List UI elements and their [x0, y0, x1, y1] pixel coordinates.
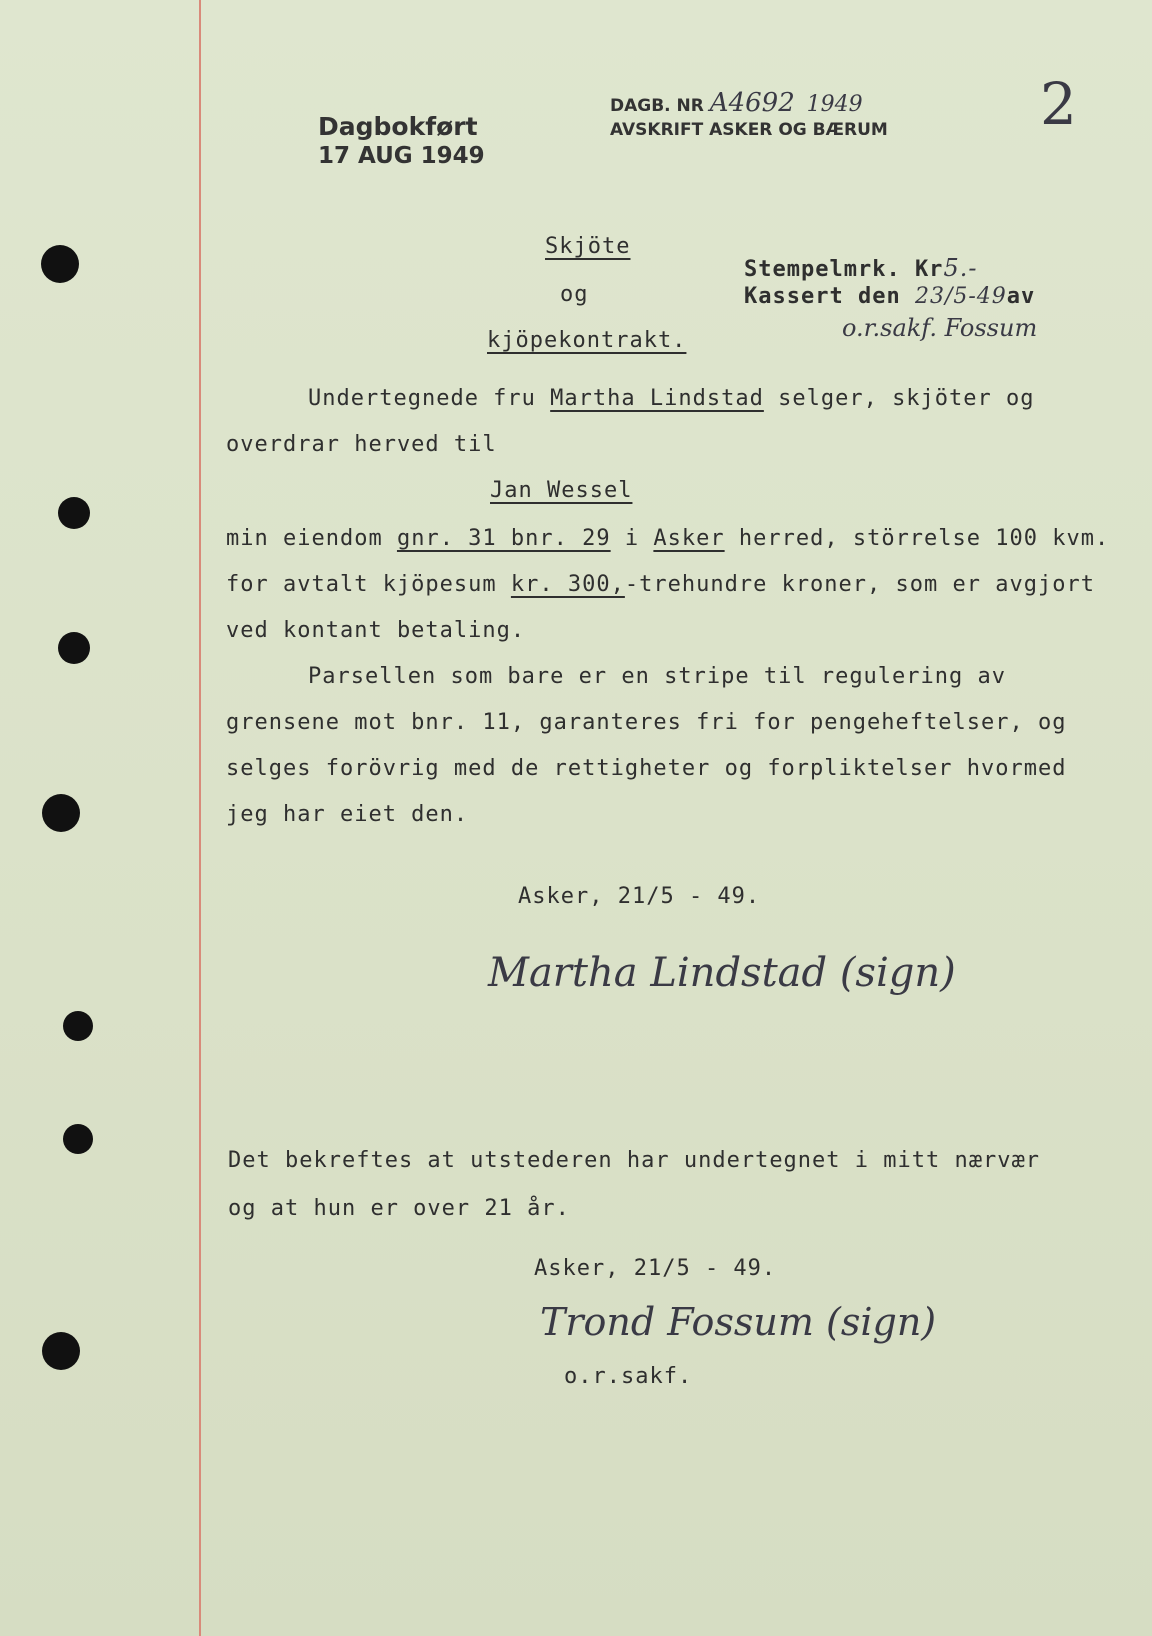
- dagb-nr-stamp: [610, 88, 888, 140]
- seller-name: Martha Lindstad: [550, 386, 764, 411]
- buyer-name: Jan Wessel: [490, 478, 633, 503]
- kassert-date: 23/5-49: [914, 284, 1007, 309]
- avskrift-line: AVSKRIFT ASKER OG BÆRUM: [610, 120, 888, 140]
- purchase-price: kr. 300,: [510, 572, 625, 597]
- dagbokfort-date: 17 AUG 1949: [318, 143, 485, 169]
- document-title: Skjöte: [545, 234, 631, 259]
- confirmation-line: og at hun er over 21 år.: [228, 1196, 570, 1221]
- body-line: overdrar herved til: [226, 432, 497, 457]
- body-line: Undertegnede fru Martha Lindstad selger, skjöter og: [308, 386, 1035, 411]
- punch-hole-icon: [42, 1332, 80, 1370]
- signature-witness: Trond Fossum (sign): [540, 1300, 937, 1344]
- stamp-duty-line2: [744, 284, 1035, 309]
- witness-title: o.r.sakf.: [564, 1364, 693, 1389]
- body-line: Parsellen som bare er en stripe til regulering av: [308, 664, 1007, 689]
- signature-seller: Martha Lindstad (sign): [488, 950, 956, 996]
- stamp-duty-signer: o.r.sakf. Fossum: [842, 314, 1038, 342]
- kassert-suffix: av: [1006, 284, 1036, 309]
- punch-hole-icon: [58, 632, 90, 664]
- kassert-label: Kassert den: [744, 284, 901, 309]
- dagbokfort-stamp: [318, 112, 485, 169]
- punch-hole-icon: [63, 1124, 93, 1154]
- punch-hole-icon: [41, 245, 79, 283]
- dagb-nr-label: DAGB. NR: [610, 96, 704, 116]
- punch-hole-icon: [63, 1011, 93, 1041]
- stamp-duty-line1: [744, 254, 977, 282]
- dagb-nr-value: A4692: [709, 88, 795, 118]
- body-line: min eiendom gnr. 31 bnr. 29 i Asker herred, störrelse 100 kvm.: [226, 526, 1110, 551]
- confirmation-line: Det bekreftes at utstederen har undertegnet i mitt nærvær: [228, 1148, 1040, 1173]
- body-line: ved kontant betaling.: [226, 618, 526, 643]
- dagb-year: 1949: [806, 92, 863, 117]
- place-date: Asker, 21/5 - 49.: [518, 884, 761, 909]
- stamp-duty-label: Stempelmrk. Kr: [744, 257, 944, 282]
- property-number: gnr. 31 bnr. 29: [396, 526, 611, 551]
- punch-hole-icon: [42, 794, 80, 832]
- body-line: selges forövrig med de rettigheter og forpliktelser hvormed: [226, 756, 1067, 781]
- municipality: Asker: [653, 526, 725, 551]
- dagbokfort-label: Dagbokført: [318, 112, 478, 141]
- body-line: for avtalt kjöpesum kr. 300,-trehundre kroner, som er avgjort: [226, 572, 1095, 597]
- body-line: grensene mot bnr. 11, garanteres fri for pengeheftelser, og: [226, 710, 1067, 735]
- stamp-duty-amount: 5.-: [943, 254, 978, 282]
- place-date: Asker, 21/5 - 49.: [534, 1256, 777, 1281]
- document-title-og: og: [560, 282, 589, 307]
- page-number: 2: [1040, 70, 1077, 138]
- margin-line: [199, 0, 201, 1636]
- punch-hole-icon: [58, 497, 90, 529]
- body-line: jeg har eiet den.: [226, 802, 469, 827]
- document-title-kjopekontrakt: kjöpekontrakt.: [487, 328, 687, 353]
